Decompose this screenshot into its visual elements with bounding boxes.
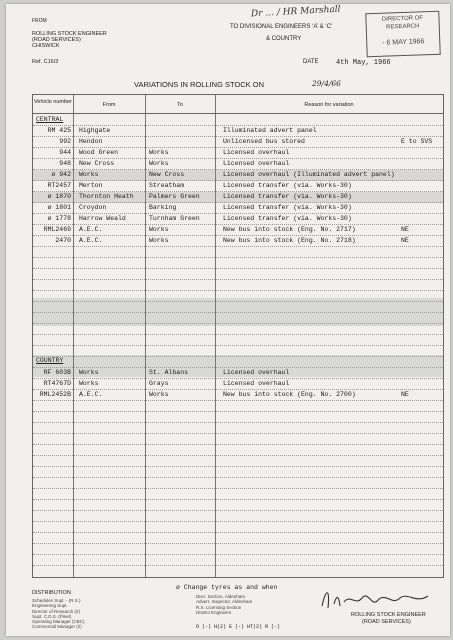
from-cell: Hendon — [79, 138, 103, 145]
vehicle-number-cell: 2470 — [55, 237, 71, 244]
row-gridline — [33, 444, 443, 445]
table-row — [33, 368, 443, 379]
header-reason: Reason for variation — [304, 102, 354, 108]
table-row — [33, 159, 443, 170]
from-cell: Highgate — [79, 127, 111, 134]
row-gridline — [33, 345, 443, 346]
vehicle-number-cell: ø 1870 — [47, 193, 71, 200]
reason-cell: New bus into stock (Eng. No. 2718) — [223, 237, 356, 244]
distribution-list: Schedules Supt. - (R.S.) Engineering Supt. Director of Research (2) Supt. C.D.S. (Fleet) Operating Manager (CBC) Commercial Manager (2) — [32, 598, 85, 630]
reason-cell: Licensed overhaul — [223, 380, 290, 387]
to-cell: Palmers Green — [149, 193, 200, 200]
table-row — [33, 170, 443, 181]
distribution-formula: O (-) H(2) E (-) HT(2) R (-) — [196, 624, 281, 630]
distribution-list-2: Divn. Section, Aldenham Advert. Inspector, Aldenham R.S. Licensing Section District Engineers — [196, 594, 253, 615]
to-cell: Turnham Green — [149, 215, 200, 222]
vehicle-number-cell: 944 — [59, 149, 71, 156]
from-cell: Croydon — [79, 204, 107, 211]
reason-cell: Illuminated advert panel — [223, 127, 317, 134]
header-divider — [33, 113, 443, 114]
vehicle-number-cell: 992 — [59, 138, 71, 145]
row-gridline — [33, 323, 443, 324]
to-label: TO DIVISIONAL ENGINEERS ‘A’ & ‘C’ — [230, 24, 333, 30]
reason-cell: Licensed transfer (via. Works-30) — [223, 215, 352, 222]
header-vehicle-number: Vehicle number — [34, 99, 72, 105]
from-line-2: (ROAD SERVICES) — [32, 37, 81, 43]
reason-cell: Unlicensed bus stored — [223, 138, 305, 145]
row-gridline — [33, 301, 443, 302]
vehicle-number-cell: RML2452B — [39, 391, 71, 398]
from-cell: Merton — [79, 182, 103, 189]
reason-cell: New bus into stock (Eng. No. 2700) — [223, 391, 356, 398]
row-gridline — [33, 466, 443, 467]
reason-cell: Licensed overhaul — [223, 149, 290, 156]
stamp-line-2: RESEARCH — [385, 23, 420, 31]
from-cell: A.E.C. — [79, 237, 103, 244]
to-cell: Barking — [149, 204, 177, 211]
reason-cell: New bus into stock (Eng. No. 2717) — [223, 226, 356, 233]
row-gridline — [33, 290, 443, 291]
row-gridline — [33, 433, 443, 434]
to-cell: Grays — [149, 380, 169, 387]
row-gridline — [33, 268, 443, 269]
row-gridline — [33, 477, 443, 478]
from-cell: Works — [79, 369, 99, 376]
table-row — [33, 214, 443, 225]
row-gridline — [33, 455, 443, 456]
document-title: VARIATIONS IN ROLLING STOCK ON — [134, 80, 265, 89]
table-row — [33, 148, 443, 159]
row-gridline — [33, 543, 443, 544]
extra-cell: NE — [401, 226, 409, 233]
extra-cell: NE — [401, 237, 409, 244]
from-cell: New Cross — [79, 160, 115, 167]
signature-icon — [316, 584, 436, 614]
from-label: FROM — [32, 18, 47, 24]
to-cell: St. Albans — [149, 369, 189, 376]
table-row — [33, 181, 443, 192]
table-row — [33, 236, 443, 247]
from-line-1: ROLLING STOCK ENGINEER — [32, 31, 107, 37]
extra-cell: NE — [401, 391, 409, 398]
from-cell: A.E.C. — [79, 226, 103, 233]
stamp-date: - 6 MAY 1966 — [382, 38, 425, 47]
reason-cell: Licensed overhaul (Illuminated advert panel) — [223, 171, 395, 178]
row-gridline — [33, 565, 443, 566]
from-line-3: CHISWICK — [32, 43, 60, 49]
row-gridline — [33, 554, 443, 555]
handwritten-note: Dr ... / HR Marshall — [250, 4, 341, 20]
variations-table — [32, 94, 444, 578]
to-cell: Works — [149, 149, 169, 156]
reason-cell: Licensed transfer (via. Works-30) — [223, 204, 352, 211]
row-gridline — [33, 279, 443, 280]
vehicle-number-cell: RM 425 — [47, 127, 71, 134]
vehicle-number-cell: ø 942 — [51, 171, 71, 178]
vehicle-number-cell: 948 — [59, 160, 71, 167]
vehicle-number-cell: RT2457 — [47, 182, 71, 189]
table-row — [33, 390, 443, 401]
header-from: From — [102, 102, 116, 108]
header-to: To — [177, 102, 183, 108]
document-title-date: 29/4/66 — [312, 79, 341, 88]
row-gridline — [33, 411, 443, 412]
table-row — [33, 126, 443, 137]
from-cell: Thornton Heath — [79, 193, 134, 200]
document-page — [6, 4, 450, 636]
to-cell: Works — [149, 391, 169, 398]
to-cell: Works — [149, 226, 169, 233]
reason-cell: Licensed transfer (via. Works-30) — [223, 182, 352, 189]
row-gridline — [33, 257, 443, 258]
row-gridline — [33, 488, 443, 489]
table-row — [33, 203, 443, 214]
vehicle-number-cell: RML2469 — [43, 226, 71, 233]
from-cell: Works — [79, 171, 99, 178]
signatory-title-2: (ROAD SERVICES) — [362, 619, 411, 625]
from-cell: Wood Green — [79, 149, 119, 156]
row-gridline — [33, 510, 443, 511]
vehicle-number-cell: ø 1778 — [47, 215, 71, 222]
vehicle-number-cell: ø 1801 — [47, 204, 71, 211]
vehicle-number-cell: RT4767D — [43, 380, 71, 387]
row-gridline — [33, 521, 443, 522]
table-row — [33, 379, 443, 390]
date-label: DATE — [303, 59, 319, 65]
row-gridline — [33, 312, 443, 313]
section-label-central: CENTRAL — [36, 116, 64, 123]
table-row — [33, 137, 443, 148]
to-cell: New Cross — [149, 171, 185, 178]
section-label-country: COUNTRY — [36, 357, 64, 364]
reason-cell: Licensed overhaul — [223, 369, 290, 376]
row-gridline — [33, 334, 443, 335]
row-gridline — [33, 499, 443, 500]
table-row — [33, 192, 443, 203]
signatory-title-1: ROLLING STOCK ENGINEER — [351, 612, 426, 618]
from-cell: A.E.C. — [79, 391, 103, 398]
extra-cell: E to SVS — [401, 138, 433, 145]
stamp-line-1: DIRECTOR OF — [381, 15, 424, 23]
to-cell: Works — [149, 237, 169, 244]
to-cell: Streatham — [149, 182, 185, 189]
footnote-change-tyres: ø Change tyres as and when — [176, 584, 278, 591]
row-gridline — [33, 356, 443, 357]
reason-cell: Licensed overhaul — [223, 160, 290, 167]
row-gridline — [33, 422, 443, 423]
received-stamp — [365, 11, 440, 58]
reason-cell: Licensed transfer (via. Works-30) — [223, 193, 352, 200]
to-cell: Works — [149, 160, 169, 167]
distribution-label: DISTRIBUTION — [32, 590, 71, 596]
table-row — [33, 225, 443, 236]
from-cell: Works — [79, 380, 99, 387]
row-gridline — [33, 532, 443, 533]
vehicle-number-cell: RF 603B — [43, 369, 71, 376]
date-value: 4th May, 1966 — [336, 59, 391, 67]
to-line-2: & COUNTRY — [266, 36, 302, 42]
reference-number: Ref. C16/3 — [32, 59, 59, 65]
from-cell: Harrow Weald — [79, 215, 126, 222]
